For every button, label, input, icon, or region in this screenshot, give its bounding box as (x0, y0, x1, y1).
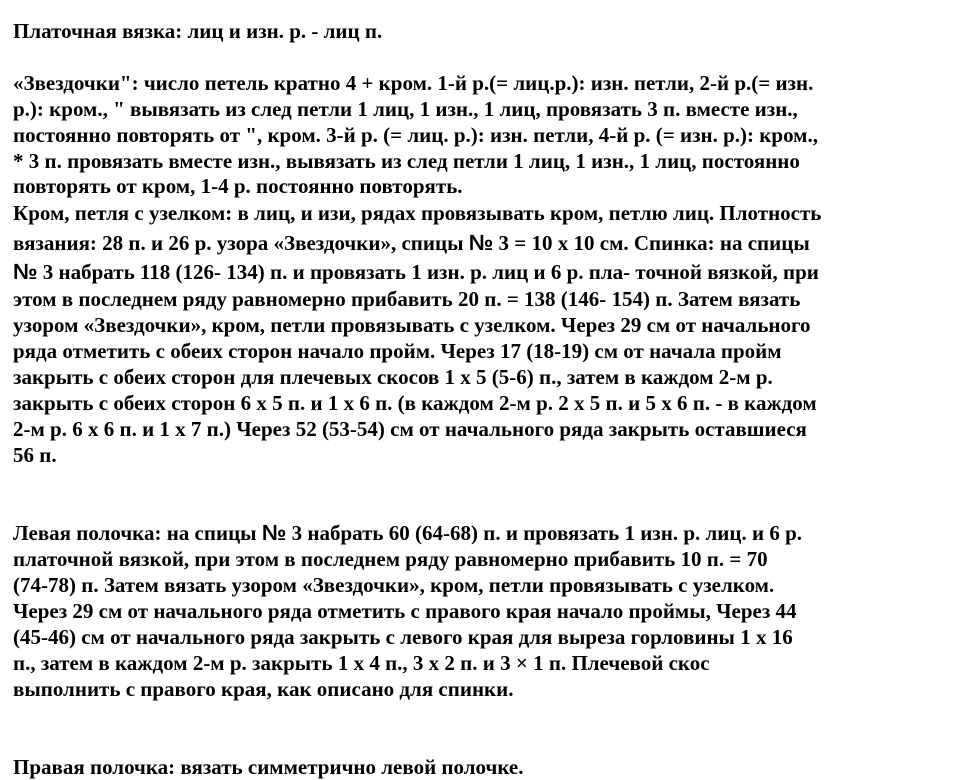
text-line: закрыть с обеих сторон для плечевых скосов 1 х 5 (5-6) п., затем в каждом 2-м р. (13, 365, 773, 389)
text-line (13, 520, 948, 546)
blank-line (13, 702, 948, 728)
text-line: выполнить с правого края, как описано для спинки. (13, 677, 514, 701)
blank-line (13, 468, 948, 494)
text-line: * 3 п. провязать вместе изн., вывязать из след петли 1 лиц, 1 изн., 1 лиц, постоянно (13, 149, 800, 173)
numero-sign: № (261, 520, 287, 545)
text-line: 56 п. (13, 443, 57, 467)
text-line (13, 257, 948, 286)
left-front-paragraph (13, 520, 948, 702)
numero-sign: № (468, 230, 494, 255)
text-line: (74-78) п. Затем вязать узором «Звездочки», кром, петли провязывать с узелком. (13, 573, 775, 597)
blank-line (13, 44, 948, 70)
text-line: п., затем в каждом 2-м р. закрыть 1 х 4 п., 3 х 2 п. и 3 × 1 п. Плечевой скос (13, 651, 710, 675)
back-paragraph (13, 199, 948, 468)
text-line: р.): кром., " вывязать из след петли 1 лиц, 1 изн., 1 лиц, провязать 3 п. вместе изн., (13, 97, 798, 121)
text-span: Левая полочка: на спицы (13, 521, 262, 545)
text-line: «Звездочки": число петель кратно 4 + кром. 1-й р.(= лиц.р.): изн. петли, 2-й р.(= изн. (13, 71, 814, 95)
text-line: повторять от кром, 1-4 р. постоянно повторять. (13, 174, 463, 198)
blank-line (13, 494, 948, 520)
text-line: платочной вязкой, при этом в последнем ряду равномерно прибавить 10 п. = 70 (13, 547, 768, 571)
text-line: этом в последнем ряду равномерно прибавить 20 п. = 138 (146- 154) п. Затем вязать (13, 287, 801, 311)
text-line: ряда отметить с обеих сторон начало пройм. Через 17 (18-19) см от начала пройм (13, 339, 782, 363)
text-span: 3 набрать 118 (126- 134) п. и провязать 1 изн. р. лиц и 6 р. пла- точной вязкой, при (37, 260, 819, 284)
text-span: вязания: 28 п. и 26 р. узора «Звездочки», спицы (13, 231, 469, 255)
text-line: 2-м р. 6 х 6 п. и 1 х 7 п.) Через 52 (53-54) см от начального ряда закрыть оставшиеся (13, 417, 807, 441)
right-front-line: Правая полочка: вязать симметрично левой полочке. (13, 755, 524, 779)
text-line: постоянно повторять от ", кром. 3-й р. (= лиц. р.): изн. петли, 4-й р. (= изн. р.): кром., (13, 123, 818, 147)
blank-line (13, 728, 948, 754)
text-line: закрыть с обеих сторон 6 х 5 п. и 1 х 6 п. (в каждом 2-м р. 2 х 5 п. и 5 х 6 п. - в каждом (13, 391, 817, 415)
text-line: узором «Звездочки», кром, петли провязывать с узелком. Через 29 см от начального (13, 313, 811, 337)
document-body (13, 18, 948, 780)
text-line: Через 29 см от начального ряда отметить с правого края начало проймы, Через 44 (13, 599, 797, 623)
text-line: Кром, петля с узелком: в лиц, и изи, рядах провязывать кром, петлю лиц. Плотность (13, 201, 822, 225)
stars-pattern-paragraph (13, 70, 948, 199)
text-line (13, 228, 948, 257)
text-span: 3 набрать 60 (64-68) п. и провязать 1 изн. р. лиц. и 6 р. (286, 521, 803, 545)
text-span: 3 = 10 х 10 см. Спинка: на спицы (493, 231, 810, 255)
heading-line: Платочная вязка: лиц и изн. р. - лиц п. (13, 19, 383, 43)
text-line: (45-46) см от начального ряда закрыть с левого края для выреза горловины 1 х 16 (13, 625, 793, 649)
numero-sign: № (13, 259, 38, 284)
